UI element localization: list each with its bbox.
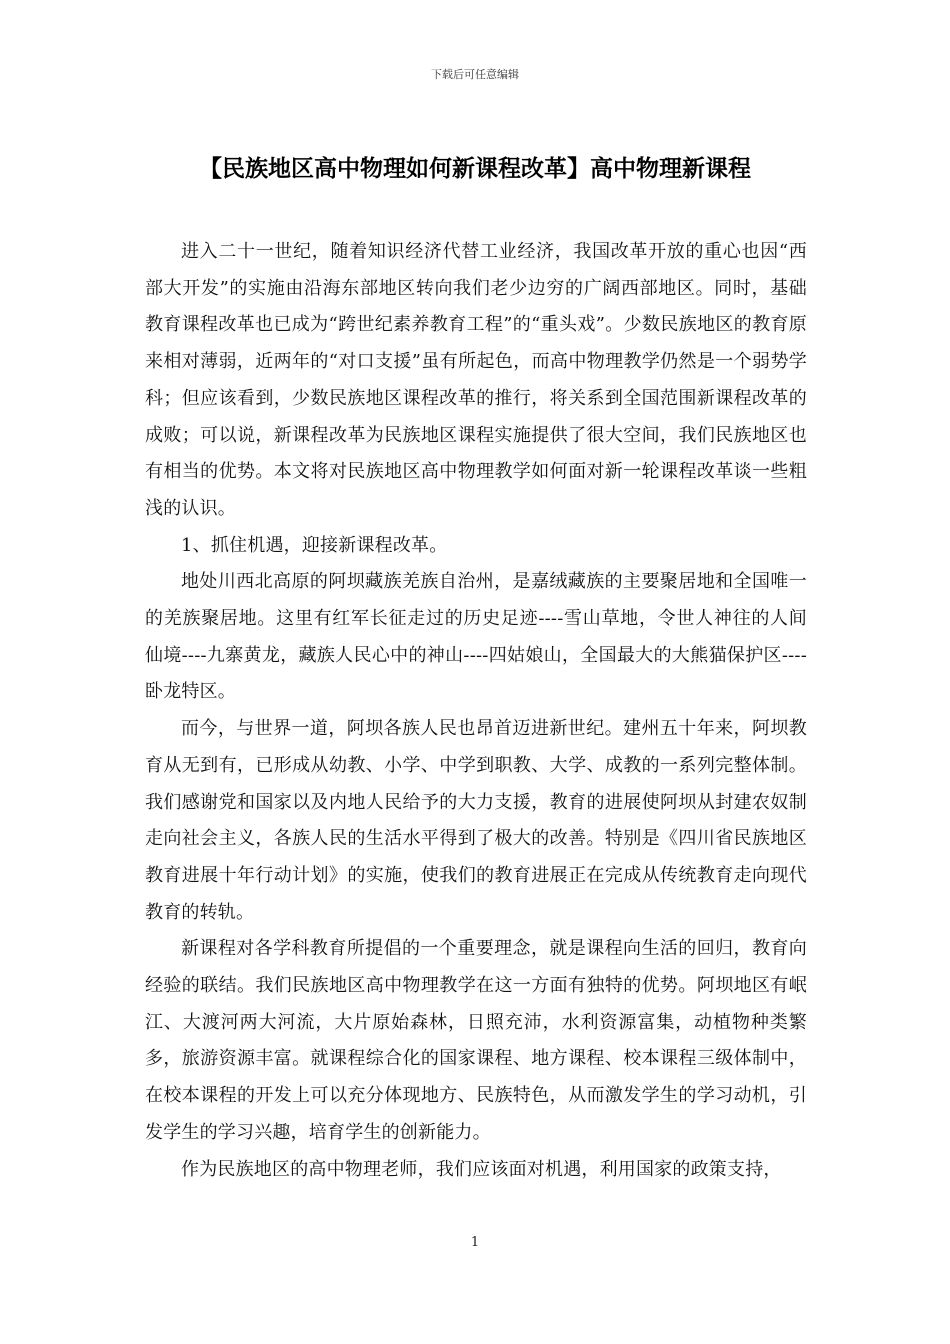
paragraph-aba-education: 而今，与世界一道，阿坝各族人民也昂首迈进新世纪。建州五十年来，阿坝教育从无到有，已形成从幼教、小学、中学到职教、大学、成教的一系列完整体制。我们感谢党和国家以及内地人民给予的大力支援，教育的进展使阿坝从封建农奴制走向社会主义，各族人民的生活水平得到了极大的改善。特别是《四川省民族地区教育进展十年行动计划》的实施，使我们的教育进展正在完成从传统教育走向现代教育的转轨。	[145, 718, 807, 923]
section-heading-1: 1、抓住机遇，迎接新课程改革。	[181, 534, 448, 556]
body-text	[145, 234, 807, 1188]
document-title: 【民族地区高中物理如何新课程改革】高中物理新课程	[199, 156, 751, 182]
paragraph-new-curriculum: 新课程对各学科教育所提倡的一个重要理念，就是课程向生活的回归，教育向经验的联结。我们民族地区高中物理教学在这一方面有独特的优势。阿坝地区有岷江、大渡河两大河流，大片原始森林，日照充沛，水利资源富集，动植物种类繁多，旅游资源丰富。就课程综合化的国家课程、地方课程、校本课程三级体制中，在校本课程的开发上可以充分体现地方、民族特色，从而激发学生的学习动机，引发学生的学习兴趣，培育学生的创新能力。	[145, 938, 807, 1143]
paragraph-intro: 进入二十一世纪，随着知识经济代替工业经济，我国改革开放的重心也因“西部大开发”的实施由沿海东部地区转向我们老少边穷的广阔西部地区。同时，基础教育课程改革也已成为“跨世纪素养教育工程”的“重头戏”。少数民族地区的教育原来相对薄弱，近两年的“对口支援”虽有所起色，而高中物理教学仍然是一个弱势学科；但应该看到，少数民族地区课程改革的推行，将关系到全国范围新课程改革的成败；可以说，新课程改革为民族地区课程实施提供了很大空间，我们民族地区也有相当的优势。本文将对民族地区高中物理教学如何面对新一轮课程改革谈一些粗浅的认识。	[145, 241, 807, 519]
paragraph-teachers: 作为民族地区的高中物理老师，我们应该面对机遇，利用国家的政策支持，	[181, 1158, 782, 1180]
paragraph-aba-location: 地处川西北高原的阿坝藏族羌族自治州，是嘉绒藏族的主要聚居地和全国唯一的羌族聚居地。这里有红军长征走过的历史足迹----雪山草地，令世人神往的人间仙境----九寨黄龙，藏族人民心中的神山----四姑娘山，全国最大的大熊猫保护区----卧龙特区。	[145, 571, 807, 703]
header-note: 下载后可任意编辑	[431, 68, 519, 81]
page-number: 1	[470, 1235, 480, 1250]
